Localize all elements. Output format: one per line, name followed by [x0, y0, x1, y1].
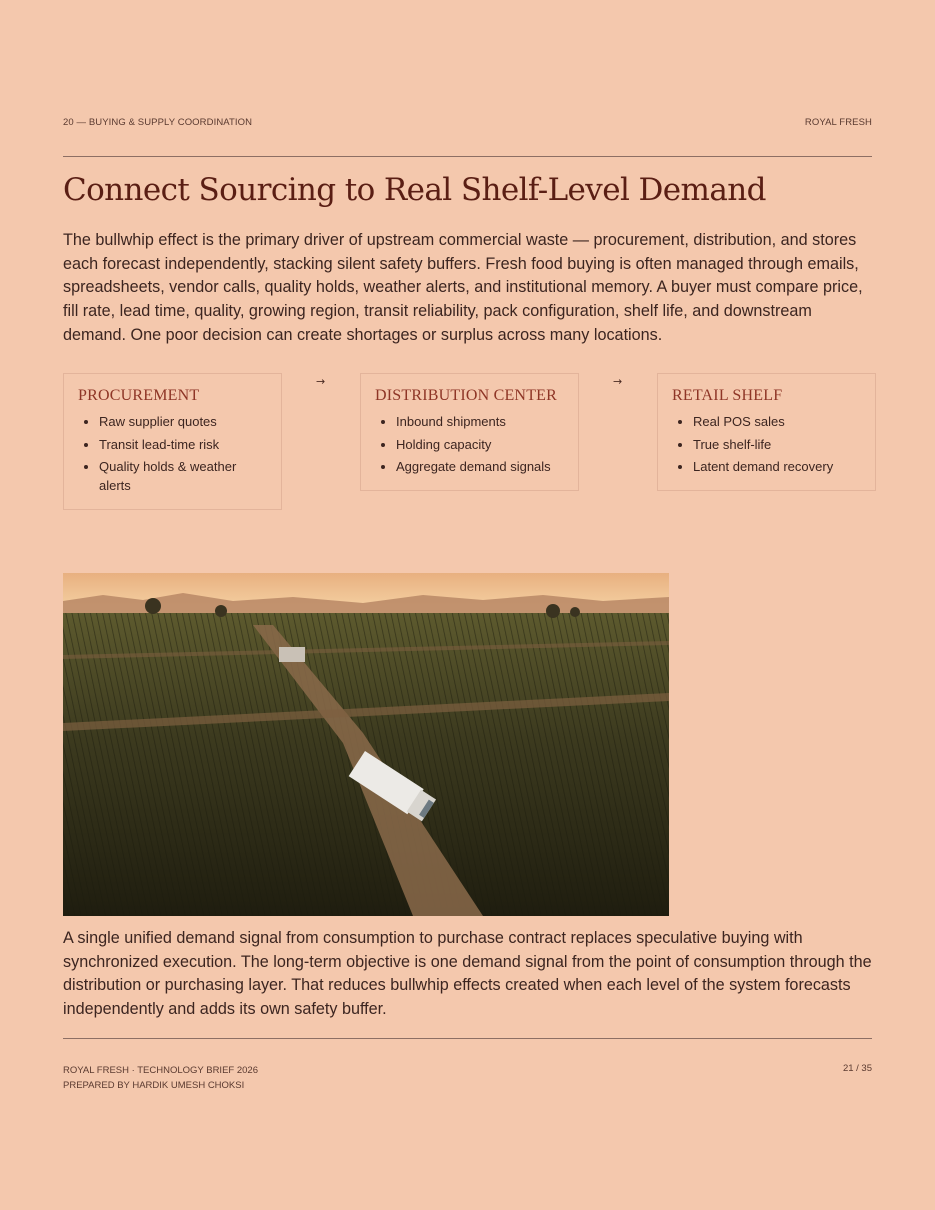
photo-illustration: [63, 573, 669, 916]
running-header: [63, 117, 872, 128]
list-item: • Real POS sales: [693, 412, 863, 431]
list-item: • True shelf-life: [693, 435, 863, 454]
card-list: [375, 412, 566, 476]
card-title: DISTRIBUTION CENTER: [375, 387, 558, 404]
card-list: [78, 412, 269, 495]
list-item: • Quality holds & weather alerts: [99, 457, 269, 495]
card-procurement: [63, 373, 282, 510]
card-title: RETAIL SHELF: [672, 387, 783, 404]
farmland-truck-photo: [63, 573, 669, 916]
list-item: • Latent demand recovery: [693, 457, 863, 476]
brand-label: ROYAL FRESH: [804, 117, 872, 128]
card-distribution-center: [360, 373, 579, 491]
list-item: • Aggregate demand signals: [396, 457, 566, 476]
page-number: 21 / 35: [842, 1063, 872, 1074]
page-title: Connect Sourcing to Real Shelf-Level Demand: [63, 172, 766, 208]
card-retail-shelf: [657, 373, 876, 491]
footer-line-1: ROYAL FRESH · TECHNOLOGY BRIEF 2026: [63, 1065, 258, 1076]
list-item: • Raw supplier quotes: [99, 412, 269, 431]
header-divider: [63, 156, 872, 157]
list-item: • Inbound shipments: [396, 412, 566, 431]
card-list: [672, 412, 863, 476]
photo-caption: A single unified demand signal from consumption to purchase contract replaces speculative buying with synchronized execution. The long-term objective is one demand signal from the point of consumption through the distribution or purchasing layer. That reduces bullwhip effects created when each level of the system forecasts independently and adds its own safety buffer.: [63, 929, 872, 1019]
list-item: • Holding capacity: [396, 435, 566, 454]
intro-paragraph: The bullwhip effect is the primary driver of upstream commercial waste — procurement, distribution, and stores each forecast independently, stacking silent safety buffers. Fresh food buying is often managed through emails, spreadsheets, vendor calls, quality holds, weather alerts, and institutional memory. A buyer must compare price, fill rate, lead time, quality, growing region, transit reliability, pack configuration, shelf life, and downstream demand. One poor decision can create shortages or surplus across many locations.: [63, 231, 863, 344]
arrow-right-icon: →: [316, 375, 326, 388]
list-item: • Transit lead-time risk: [99, 435, 269, 454]
arrow-right-icon: →: [613, 375, 623, 388]
footer-divider: [63, 1038, 872, 1039]
card-title: PROCUREMENT: [78, 387, 200, 404]
footer-line-2: PREPARED BY HARDIK UMESH CHOKSI: [63, 1080, 245, 1091]
section-label: 20 — BUYING & SUPPLY COORDINATION: [63, 117, 253, 128]
footer-credits: [63, 1063, 258, 1093]
